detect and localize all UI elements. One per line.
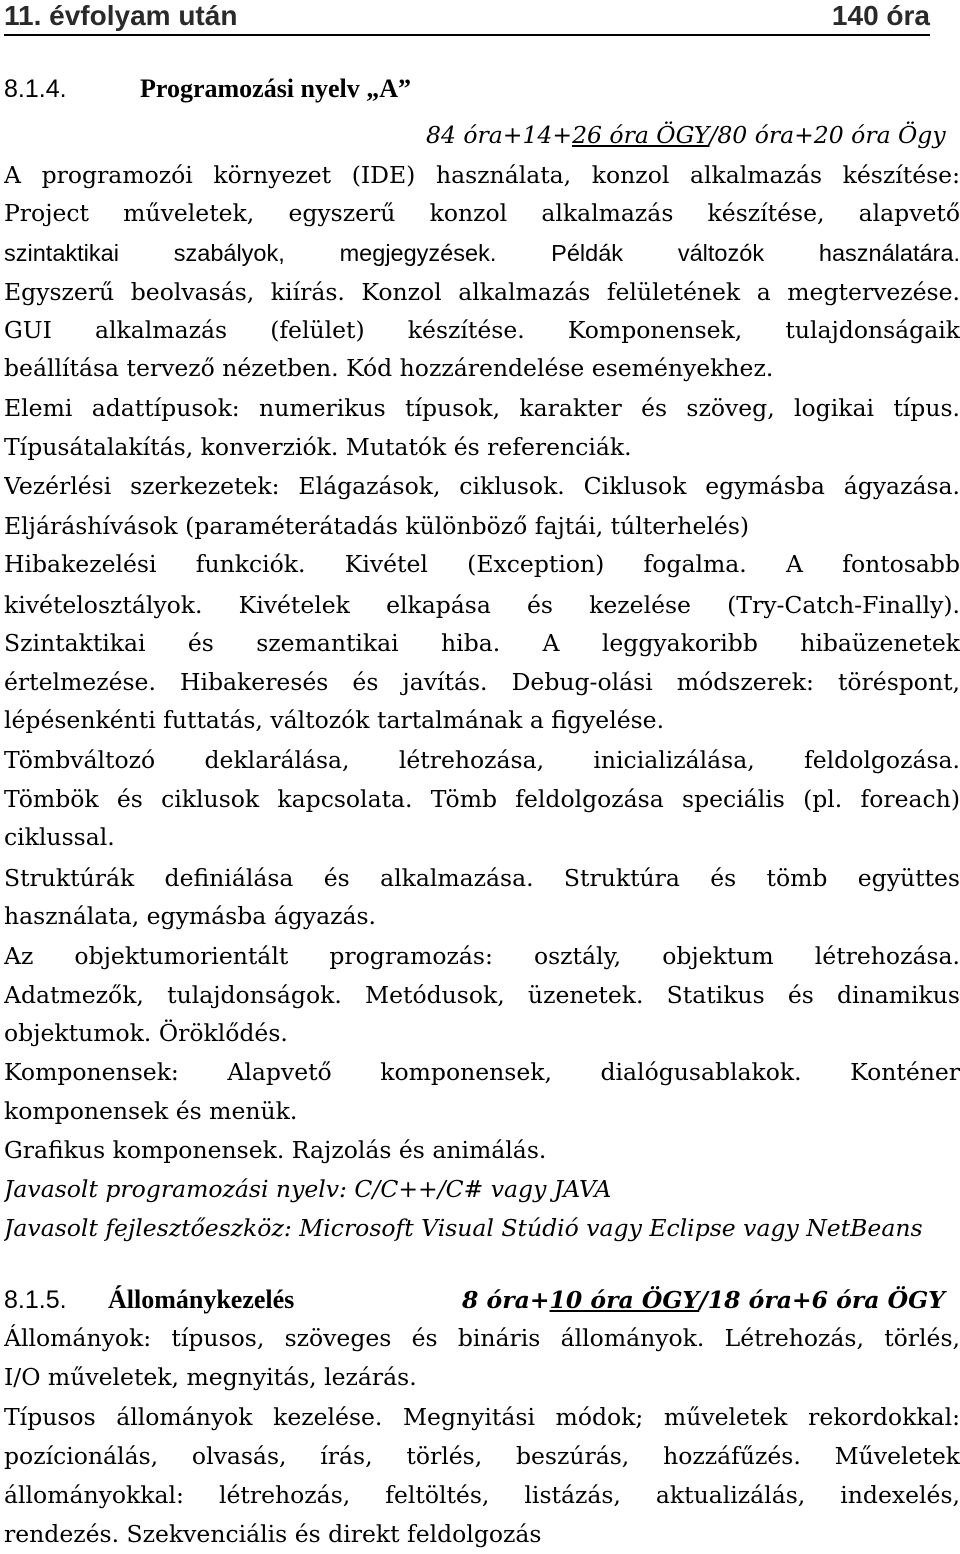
text-line: A programozói környezet (IDE) használata, konzol alkalmazás készítése: xyxy=(4,161,960,189)
text-line: I/O műveletek, megnyitás, lezárás. xyxy=(4,1363,417,1391)
text-line: Javasolt programozási nyelv: C/C++/C# vagy JAVA xyxy=(4,1175,612,1203)
text-line: komponensek és menük. xyxy=(4,1097,298,1125)
text-line: használata, egymásba ágyazás. xyxy=(4,902,377,930)
text-line: Struktúrák definiálása és alkalmazása. Struktúra és tömb együttes xyxy=(4,864,960,892)
section-number: 8.1.4. xyxy=(4,75,67,103)
grade-label: 11. évfolyam után xyxy=(4,0,238,31)
text-line: Javasolt fejlesztőeszköz: Microsoft Visual Stúdió vagy Eclipse vagy NetBeans xyxy=(4,1214,923,1242)
hours-part-c: /18 óra+6 óra ÖGY xyxy=(699,1286,945,1314)
text-line: Állományok: típusos, szöveges és bináris állományok. Létrehozás, törlés, xyxy=(4,1324,960,1352)
section-heading-1 xyxy=(4,73,904,105)
section-title: Állománykezelés xyxy=(108,1285,295,1314)
section-hours-1 xyxy=(426,119,946,151)
text-line: Tömbök és ciklusok kapcsolata. Tömb feldolgozása speciális (pl. foreach) xyxy=(4,785,960,813)
text-line: pozícionálás, olvasás, írás, törlés, beszúrás, hozzáfűzés. Műveletek xyxy=(4,1442,960,1470)
section-title: Programozási nyelv „A” xyxy=(140,74,412,103)
hours-part-a: 8 óra+ xyxy=(462,1286,550,1314)
text-line: ciklussal. xyxy=(4,823,115,851)
section-hours-2 xyxy=(462,1284,945,1316)
text-line: Tömbváltozó deklarálása, létrehozása, inicializálása, feldolgozása. xyxy=(4,746,960,774)
text-line: Komponensek: Alapvető komponensek, dialógusablakok. Konténer xyxy=(4,1058,960,1086)
total-hours: 140 óra xyxy=(831,0,930,31)
hours-part-c: /80 óra+20 óra Ögy xyxy=(709,121,946,149)
text-line: rendezés. Szekvenciális és direkt feldolgozás xyxy=(4,1520,542,1548)
text-line: Vezérlési szerkezetek: Elágazások, ciklusok. Ciklusok egymásba ágyazása. xyxy=(4,472,960,500)
text-line: Project műveletek, egyszerű konzol alkalmazás készítése, alapvető xyxy=(4,199,960,227)
text-line: Típusos állományok kezelése. Megnyitási módok; műveletek rekordokkal: xyxy=(4,1403,960,1431)
hours-part-a: 84 óra+14+ xyxy=(426,121,573,149)
hours-part-b: 26 óra ÖGY xyxy=(572,121,710,149)
text-line: kivételosztályok. Kivételek elkapása és kezelése (Try-Catch-Finally). xyxy=(4,591,960,619)
text-line: állományokkal: létrehozás, feltöltés, listázás, aktualizálás, indexelés, xyxy=(4,1481,960,1509)
text-line: Egyszerű beolvasás, kiírás. Konzol alkalmazás felületének a megtervezése. xyxy=(4,278,960,306)
text-line: Típusátalakítás, konverziók. Mutatók és referenciák. xyxy=(4,433,632,461)
hours-part-b: 10 óra ÖGY xyxy=(549,1286,700,1314)
text-line: Grafikus komponensek. Rajzolás és animálás. xyxy=(4,1136,547,1164)
text-line: szintaktikai szabályok, megjegyzések. Példák változók használatára. xyxy=(4,240,960,266)
page-header xyxy=(4,0,930,36)
text-line: Adatmezők, tulajdonságok. Metódusok, üzenetek. Statikus és dinamikus xyxy=(4,981,960,1009)
text-line: lépésenkénti futtatás, változók tartalmának a figyelése. xyxy=(4,706,665,734)
text-line: GUI alkalmazás (felület) készítése. Komponensek, tulajdonságaik xyxy=(4,316,960,344)
text-line: Hibakezelési funkciók. Kivétel (Exception) fogalma. A fontosabb xyxy=(4,550,960,578)
section-number: 8.1.5. xyxy=(4,1286,67,1314)
text-line: Az objektumorientált programozás: osztály, objektum létrehozása. xyxy=(4,942,960,970)
text-line: objektumok. Öröklődés. xyxy=(4,1019,288,1047)
text-line: Eljáráshívások (paraméterátadás különböző fajtái, túlterhelés) xyxy=(4,512,750,540)
text-line: beállítása tervező nézetben. Kód hozzárendelése eseményekhez. xyxy=(4,354,774,382)
text-line: értelmezése. Hibakeresés és javítás. Debug-olási módszerek: töréspont, xyxy=(4,668,960,696)
text-line: Szintaktikai és szemantikai hiba. A leggyakoribb hibaüzenetek xyxy=(4,629,960,657)
text-line: Elemi adattípusok: numerikus típusok, karakter és szöveg, logikai típus. xyxy=(4,394,960,422)
